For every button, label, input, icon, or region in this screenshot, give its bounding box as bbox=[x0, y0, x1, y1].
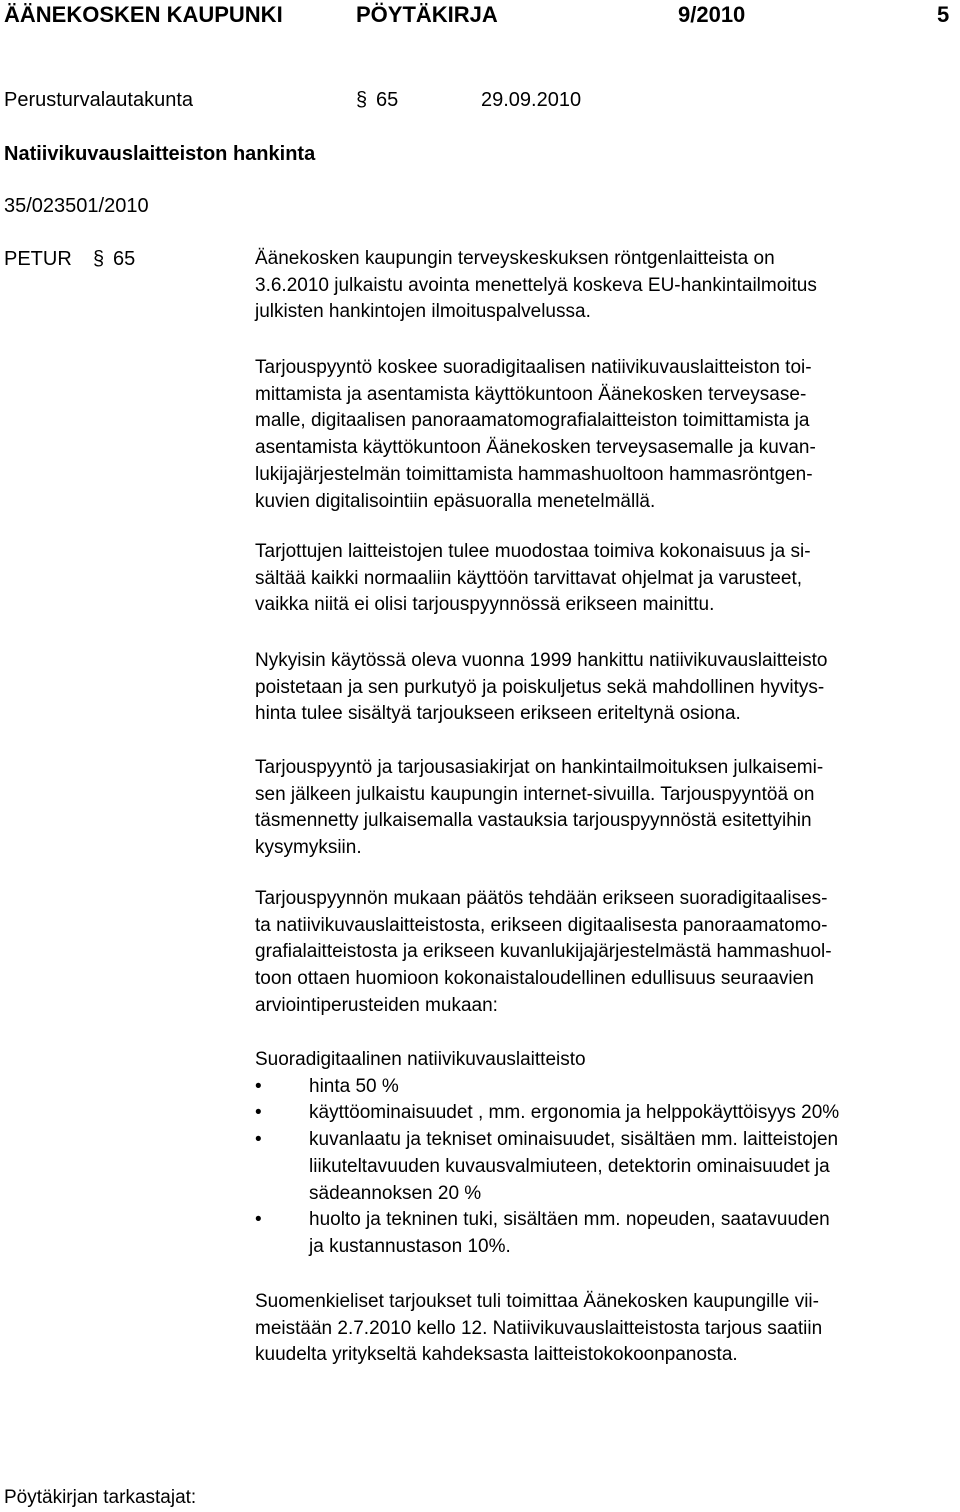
line: Tarjouspyynnön mukaan päätös tehdään erikseen suoradigitaalises- bbox=[255, 888, 828, 909]
line: malle, digitaalisen panoraamatomografialaitteiston toimittamista ja bbox=[255, 410, 810, 432]
line: mittamista ja asentamista käyttökuntoon Äänekosken terveysase- bbox=[255, 383, 807, 405]
line: Nykyisin käytössä oleva vuonna 1999 hankittu natiivikuvauslaitteisto bbox=[255, 650, 828, 671]
page-title: Natiivikuvauslaitteiston hankinta bbox=[4, 143, 316, 165]
line: hinta tulee sisältyä tarjoukseen erikseen eriteltynä osiona. bbox=[255, 703, 741, 725]
line: Äänekosken kaupungin terveyskeskuksen röntgenlaitteista on bbox=[255, 248, 775, 269]
line: sältää kaikki normaaliin käyttöön tarvittavat ohjelmat ja varusteet, bbox=[255, 567, 803, 589]
line: käyttöominaisuudet , mm. ergonomia ja helppokäyttöisyys 20% bbox=[309, 1102, 840, 1124]
list-item bbox=[255, 1074, 955, 1101]
line: Tarjouspyyntö koskee suoradigitaalisen natiivikuvauslaitteiston toi- bbox=[255, 357, 812, 378]
footer-label: Pöytäkirjan tarkastajat: bbox=[4, 1487, 197, 1508]
bullet-icon: • bbox=[255, 1102, 262, 1124]
paragraph-5 bbox=[255, 755, 955, 862]
section-number: 65 bbox=[376, 89, 399, 111]
line: kuvien digitalisointiin epäsuoralla menetelmällä. bbox=[255, 490, 656, 512]
diary-number: 35/023501/2010 bbox=[4, 195, 149, 217]
meeting-date: 29.09.2010 bbox=[481, 89, 582, 111]
paragraph-6 bbox=[255, 886, 955, 1020]
paragraph-3 bbox=[255, 539, 955, 619]
list-item bbox=[255, 1100, 955, 1127]
line: huolto ja tekninen tuki, sisältäen mm. nopeuden, saatavuuden bbox=[309, 1209, 830, 1231]
line: kysymyksiin. bbox=[255, 837, 362, 859]
line: kuudelta yritykseltä kahdeksasta laitteistokokoonpanosta. bbox=[255, 1344, 738, 1366]
org-name: ÄÄNEKOSKEN KAUPUNKI bbox=[4, 2, 283, 27]
line: Suomenkieliset tarjoukset tuli toimittaa Äänekosken kaupungille vii- bbox=[255, 1291, 819, 1312]
section-number-2: 65 bbox=[113, 248, 136, 270]
line: toon ottaen huomioon kokonaistaloudellinen edullisuus seuraavien bbox=[255, 968, 814, 990]
paragraph-4 bbox=[255, 648, 955, 728]
bullet-icon: • bbox=[255, 1129, 262, 1151]
page-number: 5 bbox=[937, 2, 950, 27]
list-item bbox=[255, 1127, 955, 1207]
line: asentamista käyttökuntoon Äänekosken terveysasemalle ja kuvan- bbox=[255, 437, 816, 459]
board-name: Perusturvalautakunta bbox=[4, 89, 194, 111]
line: 3.6.2010 julkaistu avointa menettelyä koskeva EU-hankintailmoitus bbox=[255, 274, 817, 296]
line: sen jälkeen julkaistu kaupungin internet-sivuilla. Tarjouspyyntöä on bbox=[255, 783, 815, 805]
line: Tarjottujen laitteistojen tulee muodostaa toimiva kokonaisuus ja si- bbox=[255, 541, 811, 562]
line: julkisten hankintojen ilmoituspalvelussa. bbox=[255, 301, 591, 323]
line: vaikka niitä ei olisi tarjouspyynnössä erikseen mainittu. bbox=[255, 594, 715, 616]
bullet-icon: • bbox=[255, 1209, 262, 1231]
list-item bbox=[255, 1207, 955, 1260]
paragraph-2 bbox=[255, 355, 955, 515]
line: sädeannoksen 20 % bbox=[309, 1182, 482, 1204]
line: poistetaan ja sen purkutyö ja poiskuljetus sekä mahdollinen hyvitys- bbox=[255, 676, 825, 698]
line: meistään 2.7.2010 kello 12. Natiivikuvauslaitteistosta tarjous saatiin bbox=[255, 1317, 823, 1339]
line: kuvanlaatu ja tekniset ominaisuudet, sisältäen mm. laitteistojen bbox=[309, 1129, 839, 1151]
criteria-section bbox=[255, 1047, 955, 1261]
document-type: PÖYTÄKIRJA bbox=[356, 2, 498, 27]
line: Tarjouspyyntö ja tarjousasiakirjat on hankintailmoituksen julkaisemi- bbox=[255, 757, 824, 778]
bullet-icon: • bbox=[255, 1075, 262, 1097]
section-sign: § bbox=[356, 89, 368, 111]
line: liikuteltavuuden kuvausvalmiuteen, detektorin ominaisuudet ja bbox=[309, 1155, 830, 1177]
paragraph-7 bbox=[255, 1289, 955, 1369]
line: arviointiperusteiden mukaan: bbox=[255, 994, 498, 1016]
line: grafialaitteistosta ja erikseen kuvanlukijajärjestelmästä hammashuol- bbox=[255, 941, 832, 963]
line: ta natiivikuvauslaitteistosta, erikseen digitaalisesta panoraamatomo- bbox=[255, 914, 828, 936]
section-sign-2: § bbox=[93, 248, 105, 270]
line: ja kustannustason 10%. bbox=[309, 1235, 511, 1257]
line: hinta 50 % bbox=[309, 1075, 399, 1097]
paragraph-1 bbox=[255, 246, 955, 326]
list-heading: Suoradigitaalinen natiivikuvauslaitteisto bbox=[255, 1049, 586, 1070]
issue-number: 9/2010 bbox=[678, 2, 746, 27]
board-code: PETUR bbox=[4, 248, 72, 270]
line: täsmennetty julkaisemalla vastauksia tarjouspyynnöstä esitettyihin bbox=[255, 810, 812, 832]
line: lukijajärjestelmän toimittamista hammashuoltoon hammasröntgen- bbox=[255, 463, 813, 485]
